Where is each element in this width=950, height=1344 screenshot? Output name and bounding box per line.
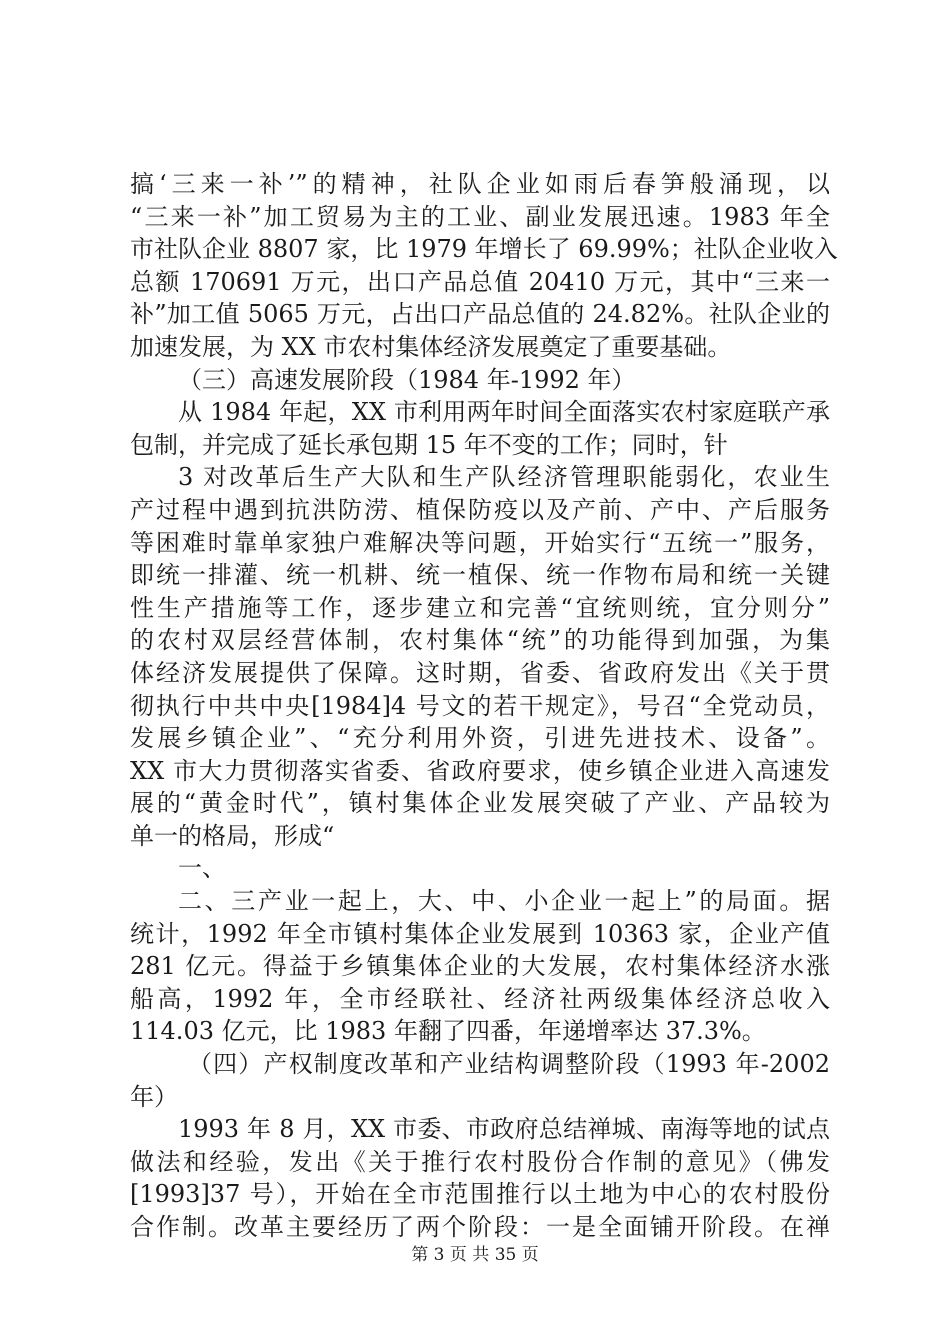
text-line: 1993 年 8 月，XX 市委、市政府总结禅城、南海等地的试点 — [178, 1115, 830, 1144]
text-line: 3 对改革后生产大队和生产队经济管理职能弱化，农业生 — [178, 463, 830, 492]
text-line: （三）高速发展阶段（1984 年-1992 年） — [178, 365, 636, 394]
text-line: “三来一补”加工贸易为主的工业、副业发展迅速。1983 年全 — [130, 202, 830, 231]
text-line: 即统一排灌、统一机耕、统一植保、统一作物布局和统一关键 — [130, 561, 830, 590]
text-line: 发展乡镇企业”、“充分利用外资，引进先进技术、设备”。 — [130, 724, 830, 753]
text-line: 船高，1992 年，全市经联社、经济社两级集体经济总收入 — [130, 984, 830, 1013]
text-line: 等困难时靠单家独户难解决等问题，开始实行“五统一”服务， — [130, 528, 830, 557]
text-line: 从 1984 年起，XX 市利用两年时间全面落实农村家庭联产承 — [178, 398, 830, 427]
text-line: 市社队企业 8807 家，比 1979 年增长了 69.99%；社队企业收入 — [130, 235, 838, 264]
text-line: 一、 — [178, 854, 226, 883]
text-line: 年） — [130, 1082, 178, 1111]
page-footer: 第 3 页 共 35 页 — [411, 1245, 539, 1265]
text-line: 281 亿元。得益于乡镇集体企业的大发展，农村集体经济水涨 — [130, 952, 830, 981]
text-line: 彻执行中共中央[1984]4 号文的若干规定》，号召“全党动员， — [130, 691, 830, 720]
text-line: 体经济发展提供了保障。这时期，省委、省政府发出《关于贯 — [130, 658, 830, 687]
text-line: 114.03 亿元，比 1983 年翻了四番，年递增率达 37.3%。 — [130, 1017, 766, 1046]
text-line: 总额 170691 万元，出口产品总值 20410 万元，其中“三来一 — [130, 267, 830, 296]
text-line: 二、三产业一起上，大、中、小企业一起上”的局面。据 — [178, 887, 830, 916]
text-line: [1993]37 号），开始在全市范围推行以土地为中心的农村股份 — [130, 1180, 830, 1209]
text-line: 搞‘三来一补’”的精神，社队企业如雨后春笋般涌现，以 — [130, 170, 830, 198]
text-line: 做法和经验，发出《关于推行农村股份合作制的意见》（佛发 — [130, 1147, 830, 1176]
text-line: 展的“黄金时代”，镇村集体企业发展突破了产业、产品较为 — [130, 789, 830, 818]
text-line: （四）产权制度改革和产业结构调整阶段（1993 年-2002 — [188, 1050, 830, 1079]
text-line: 性生产措施等工作，逐步建立和完善“宜统则统，宜分则分” — [130, 593, 830, 622]
text-line: 包制，并完成了延长承包期 15 年不变的工作；同时，针 — [130, 430, 728, 459]
text-line: 单一的格局，形成“ — [130, 821, 335, 850]
text-line: 合作制。改革主要经历了两个阶段：一是全面铺开阶段。在禅 — [130, 1213, 830, 1241]
text-line: XX 市大力贯彻落实省委、省政府要求，使乡镇企业进入高速发 — [130, 756, 830, 785]
text-line: 统计，1992 年全市镇村集体企业发展到 10363 家，企业产值 — [130, 919, 830, 948]
text-line: 产过程中遇到抗洪防涝、植保防疫以及产前、产中、产后服务 — [130, 495, 830, 524]
text-line: 的农村双层经营体制，农村集体“统”的功能得到加强，为集 — [130, 626, 830, 655]
text-line: 补”加工值 5065 万元，占出口产品总值的 24.82%。社队企业的 — [130, 300, 830, 329]
body-text — [130, 168, 838, 1244]
text-line: 加速发展，为 XX 市农村集体经济发展奠定了重要基础。 — [130, 332, 732, 361]
